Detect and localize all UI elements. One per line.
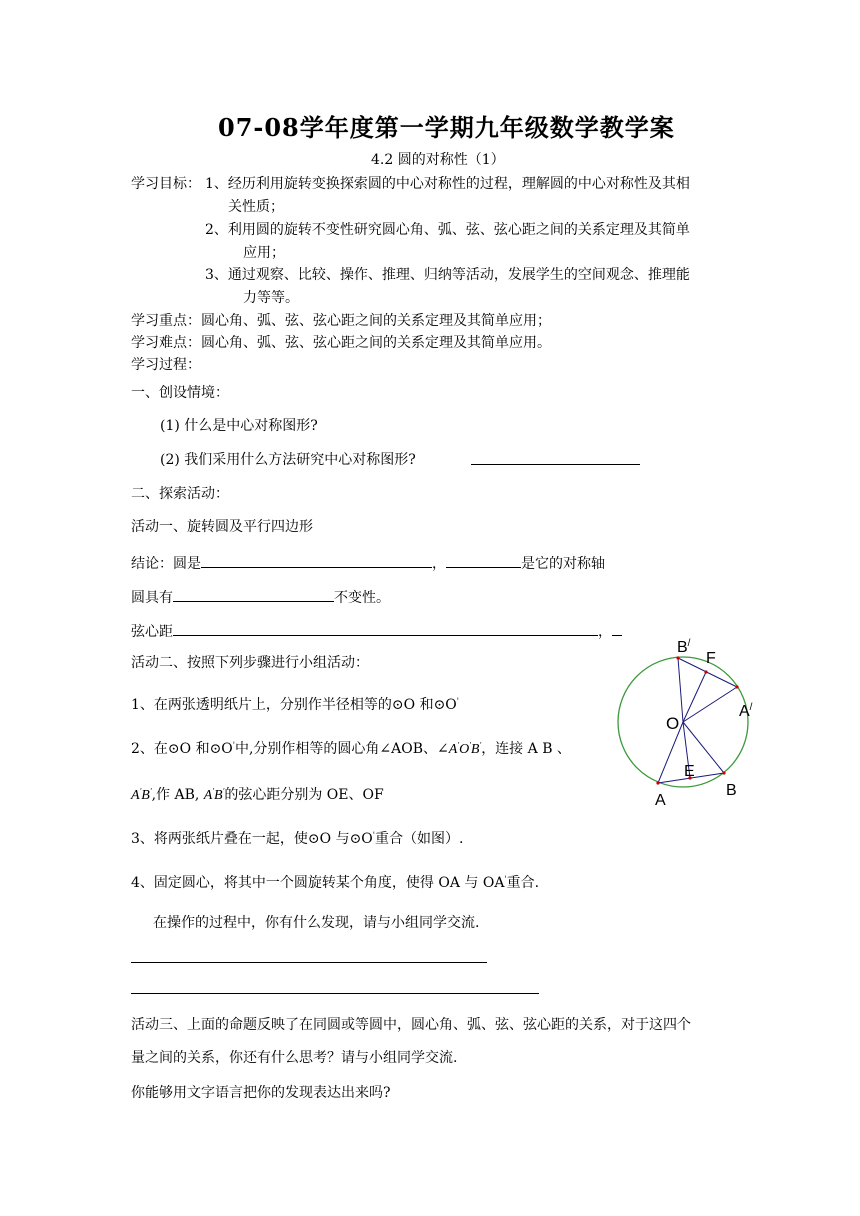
chord-distance-end: ，	[598, 624, 612, 640]
conclusion-suffix: 是它的对称轴	[521, 556, 605, 572]
step-4-text-b: 重合.	[506, 875, 540, 891]
activity-2: 活动二、按照下列步骤进行小组活动：	[131, 655, 369, 671]
conclusion-line	[131, 552, 605, 573]
chord-distance-label: 弦心距	[131, 624, 173, 640]
step-4-text-a: 4、固定圆心，将其中一个圆旋转某个角度，使得 OA 与 OA	[131, 875, 505, 891]
label-b: B	[726, 782, 737, 799]
conclusion-blank-2[interactable]	[446, 552, 521, 568]
label-b-prime: B/	[677, 638, 691, 656]
step-2-text-b: 中,分别作相等的圆心角∠AOB、∠	[234, 741, 449, 757]
question-2: (2) 我们采用什么方法研究中心对称图形?	[160, 452, 416, 468]
goal-1-line-1: 1、经历利用旋转变换探索圆的中心对称性的过程，理解圆的中心对称性及其相	[205, 176, 690, 192]
label-e: E	[684, 763, 695, 780]
step-3	[131, 830, 463, 848]
step-3-text-b: 重合（如图）.	[374, 831, 464, 847]
step-1	[131, 696, 459, 714]
activity-3-line-2: 量之间的关系，你还有什么思考？请与小组同学交流.	[131, 1050, 458, 1066]
step-3-text-a: 3、将两张纸片叠在一起，使⊙O 与⊙O	[131, 831, 373, 847]
step-2-text-a: 2、在⊙O 和⊙O	[131, 741, 233, 757]
conclusion-prefix: 结论：圆是	[131, 556, 201, 572]
goal-3-line-1: 3、通过观察、比较、操作、推理、归纳等活动，发展学生的空间观念、推理能	[205, 267, 690, 283]
label-f: F	[706, 650, 716, 667]
section-2-heading: 二、探索活动：	[131, 486, 229, 502]
step-2-line-2	[131, 786, 384, 805]
goals-label: 学习目标：	[131, 176, 201, 192]
share-prompt: 在操作的过程中，你有什么发现，请与小组同学交流.	[153, 915, 480, 931]
difficulty: 学习难点：圆心角、弧、弦、弦心距之间的关系定理及其简单应用。	[131, 335, 551, 351]
goal-2-line-2: 应用；	[243, 245, 285, 261]
goal-3-line-2: 力等等。	[243, 290, 299, 306]
step-2-text-e: 的弦心距分别为 OE、OF	[224, 787, 384, 803]
doc-title: 07-08学年度第一学期九年级数学教学案	[218, 113, 675, 142]
step-2-text-d: ,作 AB,	[151, 787, 200, 803]
conclusion-comma: ，	[432, 556, 446, 572]
circle-property-line	[131, 586, 390, 607]
answer-blank-q2[interactable]	[471, 464, 640, 465]
chord-a-b-prime: A'B'	[131, 786, 152, 803]
circle-has-label: 圆具有	[131, 590, 173, 606]
process-label: 学习过程：	[131, 357, 201, 373]
chord-distance-line	[131, 620, 622, 641]
invariance-blank[interactable]	[173, 586, 334, 602]
invariance-suffix: 不变性。	[334, 590, 390, 606]
prime-mark: '	[456, 696, 459, 706]
goal-2-line-1: 2、利用圆的旋转不变性研究圆心角、弧、弦、弦心距之间的关系定理及其简单	[205, 222, 690, 238]
conclusion-blank-1[interactable]	[201, 552, 432, 568]
label-o: O	[666, 714, 680, 733]
prime-mark: '	[232, 740, 235, 750]
doc-subtitle: 4.2 圆的对称性（1）	[371, 152, 505, 168]
key-point: 学习重点：圆心角、弧、弦、弦心距之间的关系定理及其简单应用；	[131, 313, 551, 329]
chord-a-b-prime-2: A'B'	[203, 786, 225, 803]
step-2-text-c: ，连接 A B 、	[481, 741, 571, 757]
answer-line-2[interactable]	[131, 993, 539, 994]
prime-mark: '	[504, 874, 507, 884]
label-a: A	[655, 792, 666, 809]
activity-3-line-1: 活动三、上面的命题反映了在同圆或等圆中，圆心角、弧、弦、弦心距的关系，对于这四个	[131, 1017, 691, 1033]
step-4	[131, 874, 539, 892]
section-1-heading: 一、创设情境：	[131, 385, 229, 401]
activity-1: 活动一、旋转圆及平行四边形	[131, 519, 313, 535]
chord-distance-blank[interactable]	[173, 620, 598, 636]
prime-mark: '	[372, 830, 375, 840]
goal-1-line-2: 关性质；	[228, 199, 284, 215]
label-a-prime: A/	[739, 702, 753, 720]
question-1: (1) 什么是中心对称图形?	[160, 418, 318, 434]
step-1-text: 1、在两张透明纸片上，分别作半径相等的⊙O 和⊙O	[131, 697, 457, 713]
angle-aob-prime: A'O'B'	[448, 740, 482, 757]
activity-3-line-3: 你能够用文字语言把你的发现表达出来吗?	[131, 1085, 391, 1101]
step-2-line-1	[131, 740, 571, 759]
answer-line-1[interactable]	[131, 962, 487, 963]
circle-figure	[608, 630, 768, 815]
